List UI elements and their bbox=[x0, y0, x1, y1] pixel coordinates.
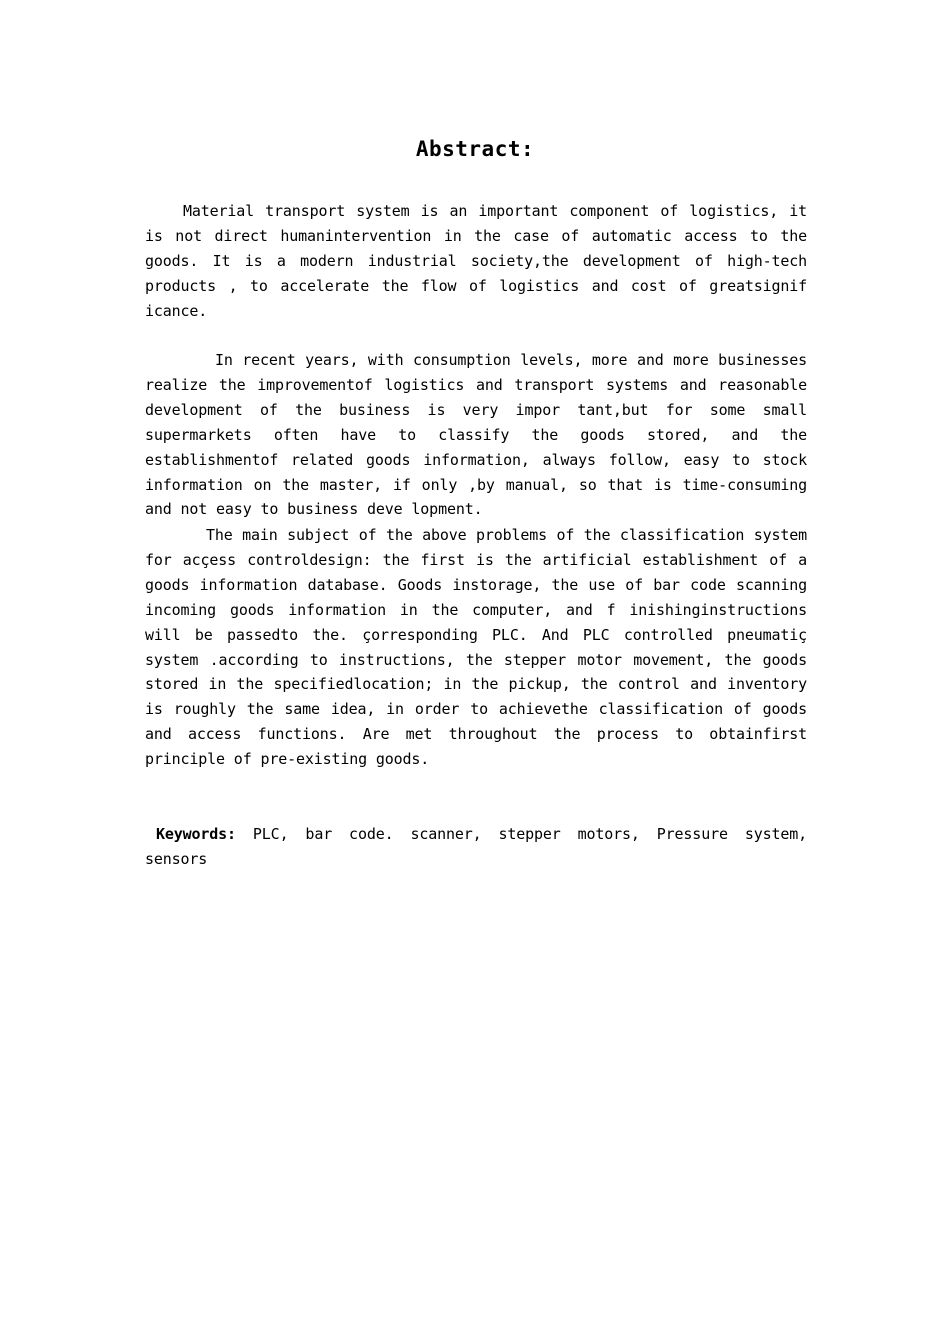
abstract-paragraph-2: In recent years, with consumption levels, more and more businesses realize the improvementof logistics and transport systems and reasonable development of the business is very impor tant,but for some small supermarkets often have to classify the goods stored, and the establishmentof related goods information, always follow, easy to stock information on the master, if only ,by manual, so that is time-consuming and not easy to business deve lopment. bbox=[145, 351, 807, 519]
abstract-paragraph-3: The main subject of the above problems of the classification system for acçess controldesign: the first is the artificial establishment of a goods information database. Goods instorage, the use of bar code scanning incoming goods information in the computer, and f inishinginstructions will be passedto the. çorresponding PLC. And PLC controlled pneumatiç system .according to instructions, the stepper motor movement, the goods stored in the specifiedlocation; in the pickup, the control and inventory is roughly the same idea, in order to achievethe classification of goods and access functions. Are met throughout the process to obtainfirst principle of pre-existing goods. bbox=[145, 526, 807, 769]
abstract-title: Abstract: bbox=[415, 137, 535, 161]
keywords-line bbox=[145, 822, 807, 872]
abstract-paragraph-1: Material transport system is an important component of logistics, it is not direct humanintervention in the case of automatic access to the goods. It is a modern industrial society,the development of high-tech products , to accelerate the flow of logistics and cost of greatsignif icance. bbox=[145, 202, 807, 320]
keywords-text: PLC, bar code. scanner, stepper motors, Pressure system, sensors bbox=[145, 825, 807, 868]
keywords-label: Keywords: bbox=[156, 825, 236, 843]
